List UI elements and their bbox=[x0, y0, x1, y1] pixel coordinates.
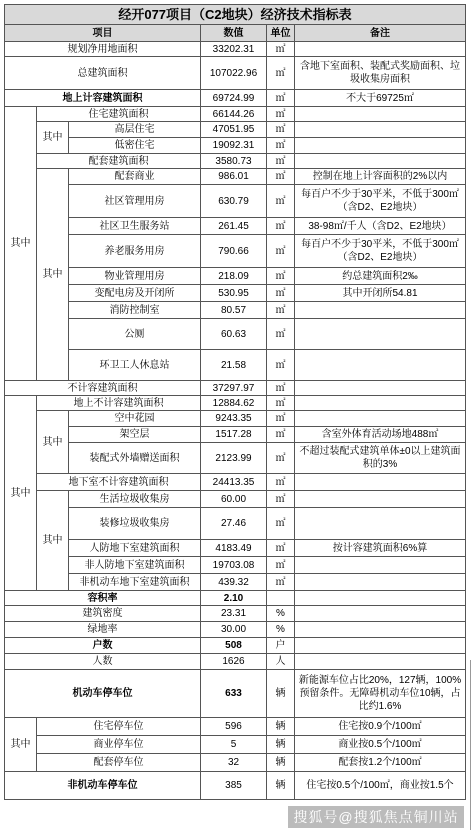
row-label: 公厕 bbox=[69, 319, 201, 350]
table-row bbox=[5, 42, 466, 57]
row-label: 物业管理用房 bbox=[69, 268, 201, 285]
row-unit: ㎡ bbox=[267, 285, 295, 302]
table-row bbox=[5, 606, 466, 622]
row-unit bbox=[267, 591, 295, 606]
header-row bbox=[5, 25, 466, 42]
row-label: 容积率 bbox=[5, 591, 201, 606]
row-value: 32 bbox=[201, 754, 267, 772]
row-label: 社区卫生服务站 bbox=[69, 218, 201, 235]
row-unit: ㎡ bbox=[267, 185, 295, 218]
row-note: 含地下室面积、装配式奖励面积、垃圾收集房面积 bbox=[295, 57, 466, 90]
row-note: 不大于69725㎡ bbox=[295, 90, 466, 107]
row-note bbox=[295, 138, 466, 154]
table-row bbox=[5, 654, 466, 670]
row-value: 385 bbox=[201, 772, 267, 800]
row-note bbox=[295, 474, 466, 491]
row-label: 环卫工人休息站 bbox=[69, 350, 201, 381]
row-label: 非机动车地下室建筑面积 bbox=[69, 574, 201, 591]
row-value: 69724.99 bbox=[201, 90, 267, 107]
row-note: 按计容建筑面积6%算 bbox=[295, 540, 466, 557]
row-unit: % bbox=[267, 622, 295, 638]
table-row bbox=[5, 138, 466, 154]
row-unit: ㎡ bbox=[267, 218, 295, 235]
header-item: 项目 bbox=[5, 25, 201, 42]
row-note bbox=[295, 622, 466, 638]
row-unit: ㎡ bbox=[267, 169, 295, 185]
table-title-row bbox=[5, 5, 466, 25]
row-note: 每百户不少于30平米，不低于300㎡（含D2、E2地块） bbox=[295, 185, 466, 218]
group-label-qizhong: 其中 bbox=[5, 396, 37, 591]
row-unit: 辆 bbox=[267, 736, 295, 754]
row-unit: ㎡ bbox=[267, 557, 295, 574]
row-value: 107022.96 bbox=[201, 57, 267, 90]
row-note bbox=[295, 606, 466, 622]
row-label: 地下室不计容建筑面积 bbox=[37, 474, 201, 491]
table-row bbox=[5, 154, 466, 169]
table-row bbox=[5, 557, 466, 574]
row-unit: ㎡ bbox=[267, 107, 295, 122]
group-label-qizhong: 其中 bbox=[37, 491, 69, 591]
row-value: 630.79 bbox=[201, 185, 267, 218]
row-note bbox=[295, 654, 466, 670]
table-row bbox=[5, 718, 466, 736]
row-value: 2123.99 bbox=[201, 443, 267, 474]
table-row bbox=[5, 772, 466, 800]
row-label: 生活垃圾收集房 bbox=[69, 491, 201, 508]
row-value: 21.58 bbox=[201, 350, 267, 381]
table-row bbox=[5, 754, 466, 772]
row-label: 高层住宅 bbox=[69, 122, 201, 138]
row-note bbox=[295, 557, 466, 574]
row-unit: % bbox=[267, 606, 295, 622]
row-value: 37297.97 bbox=[201, 381, 267, 396]
row-label: 人数 bbox=[5, 654, 201, 670]
row-label: 架空层 bbox=[69, 427, 201, 443]
row-unit: ㎡ bbox=[267, 540, 295, 557]
table-row bbox=[5, 285, 466, 302]
row-value: 27.46 bbox=[201, 508, 267, 540]
row-note bbox=[295, 411, 466, 427]
row-note bbox=[295, 107, 466, 122]
header-unit: 单位 bbox=[267, 25, 295, 42]
table-row bbox=[5, 638, 466, 654]
row-value: 60.63 bbox=[201, 319, 267, 350]
row-label: 社区管理用房 bbox=[69, 185, 201, 218]
row-unit: 辆 bbox=[267, 772, 295, 800]
row-value: 3580.73 bbox=[201, 154, 267, 169]
row-note bbox=[295, 302, 466, 319]
table-row bbox=[5, 508, 466, 540]
table-row bbox=[5, 268, 466, 285]
group-label-qizhong: 其中 bbox=[37, 411, 69, 474]
table-row bbox=[5, 443, 466, 474]
row-note: 新能源车位占比20%，127辆，100%预留条件。无障碍机动车位10辆，占比约1.6% bbox=[295, 670, 466, 718]
row-value: 530.95 bbox=[201, 285, 267, 302]
table-row bbox=[5, 169, 466, 185]
row-value: 508 bbox=[201, 638, 267, 654]
group-label-qizhong: 其中 bbox=[5, 107, 37, 381]
row-value: 33202.31 bbox=[201, 42, 267, 57]
row-value: 218.09 bbox=[201, 268, 267, 285]
table-row bbox=[5, 427, 466, 443]
table-row bbox=[5, 319, 466, 350]
row-label: 人防地下室建筑面积 bbox=[69, 540, 201, 557]
row-value: 2.10 bbox=[201, 591, 267, 606]
table-row bbox=[5, 185, 466, 218]
row-label: 住宅停车位 bbox=[37, 718, 201, 736]
row-note: 约总建筑面积2‰ bbox=[295, 268, 466, 285]
row-unit: 人 bbox=[267, 654, 295, 670]
header-value: 数值 bbox=[201, 25, 267, 42]
row-label: 非机动车停车位 bbox=[5, 772, 201, 800]
row-label: 绿地率 bbox=[5, 622, 201, 638]
row-label: 消防控制室 bbox=[69, 302, 201, 319]
table-row bbox=[5, 474, 466, 491]
row-unit: 辆 bbox=[267, 670, 295, 718]
row-value: 60.00 bbox=[201, 491, 267, 508]
row-unit: ㎡ bbox=[267, 42, 295, 57]
row-unit: ㎡ bbox=[267, 319, 295, 350]
table-row bbox=[5, 350, 466, 381]
row-value: 47051.95 bbox=[201, 122, 267, 138]
row-note: 控制在地上计容面积的2%以内 bbox=[295, 169, 466, 185]
row-label: 住宅建筑面积 bbox=[37, 107, 201, 122]
row-unit: ㎡ bbox=[267, 57, 295, 90]
row-note: 商业按0.5个/100㎡ bbox=[295, 736, 466, 754]
row-unit: ㎡ bbox=[267, 396, 295, 411]
table-row bbox=[5, 736, 466, 754]
page-edge-line bbox=[470, 660, 471, 830]
row-label: 不计容建筑面积 bbox=[5, 381, 201, 396]
row-note bbox=[295, 638, 466, 654]
table-row bbox=[5, 122, 466, 138]
table-row bbox=[5, 396, 466, 411]
row-value: 12884.62 bbox=[201, 396, 267, 411]
row-label: 低密住宅 bbox=[69, 138, 201, 154]
table-row bbox=[5, 622, 466, 638]
row-note bbox=[295, 591, 466, 606]
row-value: 19092.31 bbox=[201, 138, 267, 154]
table-row bbox=[5, 411, 466, 427]
row-value: 1626 bbox=[201, 654, 267, 670]
row-note bbox=[295, 381, 466, 396]
row-label: 地上不计容建筑面积 bbox=[37, 396, 201, 411]
header-note: 备注 bbox=[295, 25, 466, 42]
row-unit: ㎡ bbox=[267, 302, 295, 319]
row-unit: ㎡ bbox=[267, 508, 295, 540]
row-value: 439.32 bbox=[201, 574, 267, 591]
row-label: 空中花园 bbox=[69, 411, 201, 427]
row-unit: ㎡ bbox=[267, 491, 295, 508]
table-row bbox=[5, 591, 466, 606]
economic-indicator-table bbox=[4, 4, 466, 800]
row-label: 户数 bbox=[5, 638, 201, 654]
row-note bbox=[295, 396, 466, 411]
row-value: 1517.28 bbox=[201, 427, 267, 443]
group-label-qizhong: 其中 bbox=[37, 122, 69, 154]
row-value: 23.31 bbox=[201, 606, 267, 622]
row-value: 633 bbox=[201, 670, 267, 718]
watermark: 搜狐号@搜狐焦点铜川站 bbox=[288, 806, 464, 828]
row-value: 66144.26 bbox=[201, 107, 267, 122]
row-value: 24413.35 bbox=[201, 474, 267, 491]
row-note bbox=[295, 122, 466, 138]
row-unit: 户 bbox=[267, 638, 295, 654]
row-label: 配套停车位 bbox=[37, 754, 201, 772]
row-note: 其中开闭所54.81 bbox=[295, 285, 466, 302]
row-unit: ㎡ bbox=[267, 90, 295, 107]
row-note: 每百户不少于30平米，不低于300㎡（含D2、E2地块） bbox=[295, 235, 466, 268]
table-row bbox=[5, 90, 466, 107]
row-unit: 辆 bbox=[267, 718, 295, 736]
row-unit: ㎡ bbox=[267, 427, 295, 443]
row-value: 5 bbox=[201, 736, 267, 754]
row-unit: ㎡ bbox=[267, 474, 295, 491]
row-label: 总建筑面积 bbox=[5, 57, 201, 90]
table-row bbox=[5, 574, 466, 591]
table-row bbox=[5, 302, 466, 319]
row-unit: 辆 bbox=[267, 754, 295, 772]
row-value: 596 bbox=[201, 718, 267, 736]
row-unit: ㎡ bbox=[267, 443, 295, 474]
row-label: 养老服务用房 bbox=[69, 235, 201, 268]
row-note bbox=[295, 154, 466, 169]
row-note: 含室外体育活动场地488㎡ bbox=[295, 427, 466, 443]
row-note bbox=[295, 574, 466, 591]
row-value: 261.45 bbox=[201, 218, 267, 235]
row-unit: ㎡ bbox=[267, 235, 295, 268]
row-label: 装配式外墙赠送面积 bbox=[69, 443, 201, 474]
row-unit: ㎡ bbox=[267, 411, 295, 427]
row-note: 住宅按0.5个/100㎡，商业按1.5个 bbox=[295, 772, 466, 800]
row-unit: ㎡ bbox=[267, 154, 295, 169]
row-note: 不超过装配式建筑单体±0以上建筑面积的3% bbox=[295, 443, 466, 474]
table-row bbox=[5, 540, 466, 557]
row-value: 790.66 bbox=[201, 235, 267, 268]
row-value: 30.00 bbox=[201, 622, 267, 638]
row-label: 地上计容建筑面积 bbox=[5, 90, 201, 107]
row-unit: ㎡ bbox=[267, 268, 295, 285]
group-label-qizhong: 其中 bbox=[5, 718, 37, 772]
row-note bbox=[295, 350, 466, 381]
row-unit: ㎡ bbox=[267, 574, 295, 591]
row-value: 986.01 bbox=[201, 169, 267, 185]
table-row bbox=[5, 381, 466, 396]
table-row bbox=[5, 670, 466, 718]
table-row bbox=[5, 235, 466, 268]
table-row bbox=[5, 218, 466, 235]
row-unit: ㎡ bbox=[267, 138, 295, 154]
table-title: 经开077项目（C2地块）经济技术指标表 bbox=[5, 5, 466, 25]
table-row bbox=[5, 57, 466, 90]
row-value: 4183.49 bbox=[201, 540, 267, 557]
row-value: 9243.35 bbox=[201, 411, 267, 427]
row-value: 19703.08 bbox=[201, 557, 267, 574]
row-label: 配套建筑面积 bbox=[37, 154, 201, 169]
row-label: 非人防地下室建筑面积 bbox=[69, 557, 201, 574]
row-note bbox=[295, 319, 466, 350]
row-unit: ㎡ bbox=[267, 350, 295, 381]
table-row bbox=[5, 107, 466, 122]
row-note: 配套按1.2个/100㎡ bbox=[295, 754, 466, 772]
row-note bbox=[295, 42, 466, 57]
row-note bbox=[295, 508, 466, 540]
group-label-qizhong: 其中 bbox=[37, 169, 69, 381]
row-label: 商业停车位 bbox=[37, 736, 201, 754]
row-unit: ㎡ bbox=[267, 381, 295, 396]
table-row bbox=[5, 491, 466, 508]
row-label: 规划净用地面积 bbox=[5, 42, 201, 57]
row-note: 38-98㎡/千人（含D2、E2地块） bbox=[295, 218, 466, 235]
row-label: 变配电房及开闭所 bbox=[69, 285, 201, 302]
row-unit: ㎡ bbox=[267, 122, 295, 138]
row-value: 80.57 bbox=[201, 302, 267, 319]
row-label: 装修垃圾收集房 bbox=[69, 508, 201, 540]
row-label: 建筑密度 bbox=[5, 606, 201, 622]
row-label: 机动车停车位 bbox=[5, 670, 201, 718]
row-note: 住宅按0.9个/100㎡ bbox=[295, 718, 466, 736]
row-note bbox=[295, 491, 466, 508]
row-label: 配套商业 bbox=[69, 169, 201, 185]
